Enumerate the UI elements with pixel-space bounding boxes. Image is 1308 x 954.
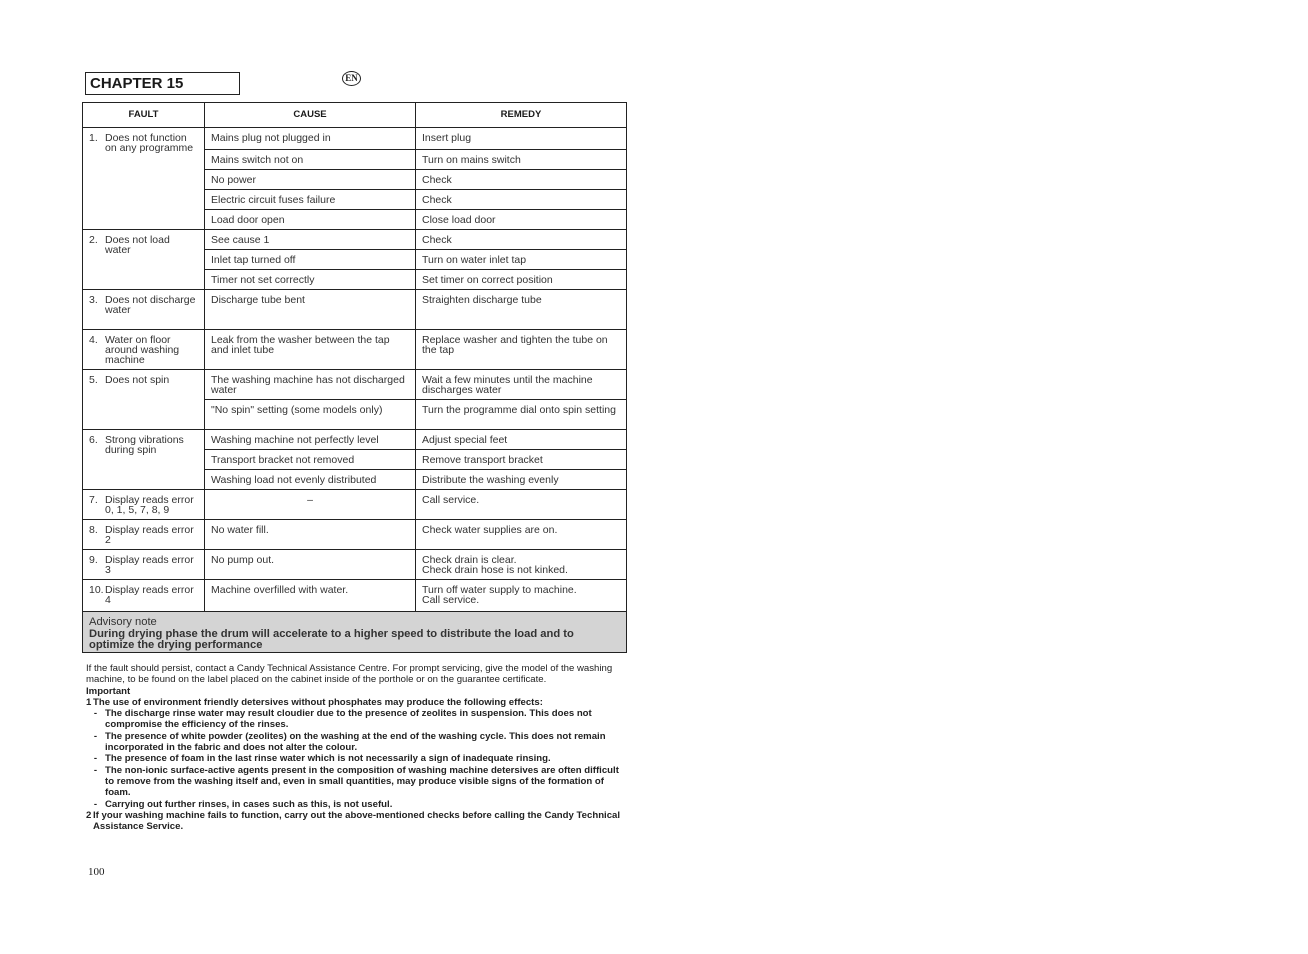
fault-text: Display reads error 3: [105, 554, 194, 576]
advisory-title: Advisory note: [89, 616, 157, 628]
remedy-cell: Close load door: [416, 210, 627, 230]
remedy-cell: Replace washer and tighten the tube on the tap: [416, 330, 627, 370]
remedy-cell: Turn the programme dial onto spin setting: [416, 400, 627, 430]
list-item-text: The presence of foam in the last rinse water which is not necessarily a sign of inadequate rinsing.: [105, 753, 551, 765]
remedy-cell: Check: [416, 170, 627, 190]
fault-number: 3.: [89, 294, 98, 306]
advisory-row: [83, 612, 627, 653]
cause-cell: Timer not set correctly: [205, 270, 416, 290]
fault-cell: [83, 290, 205, 330]
cause-cell: Inlet tap turned off: [205, 250, 416, 270]
cause-cell: "No spin" setting (some models only): [205, 400, 416, 430]
cause-cell: –: [205, 490, 416, 520]
remedy-cell: Check drain is clear. Check drain hose is not kinked.: [416, 550, 627, 580]
cause-cell: Mains plug not plugged in: [205, 128, 416, 150]
fault-cell: [83, 520, 205, 550]
remedy-cell: Wait a few minutes until the machine discharges water: [416, 370, 627, 400]
fault-cell: [83, 580, 205, 612]
remedy-cell: Distribute the washing evenly: [416, 470, 627, 490]
column-header-cause: CAUSE: [205, 103, 416, 128]
list-item: [86, 731, 626, 754]
fault-entry: [89, 375, 198, 385]
remedy-cell: Turn on water inlet tap: [416, 250, 627, 270]
cause-cell: Leak from the washer between the tap and inlet tube: [205, 330, 416, 370]
cause-cell: Washing load not evenly distributed: [205, 470, 416, 490]
remedy-cell: Check: [416, 190, 627, 210]
remedy-cell: Remove transport bracket: [416, 450, 627, 470]
fault-text: Does not discharge water: [105, 294, 196, 316]
fault-entry: [89, 585, 198, 605]
cause-cell: Transport bracket not removed: [205, 450, 416, 470]
table-row: [83, 550, 627, 580]
fault-entry: [89, 335, 198, 365]
fault-cell: [83, 230, 205, 290]
fault-entry: [89, 435, 198, 455]
dash-bullet-icon: -: [93, 764, 98, 776]
fault-text: Strong vibrations during spin: [105, 434, 184, 456]
remedy-cell: Call service.: [416, 490, 627, 520]
fault-entry: [89, 295, 198, 315]
fault-table: [82, 102, 627, 653]
table-row: [83, 330, 627, 370]
column-header-fault: FAULT: [83, 103, 205, 128]
fault-cell: [83, 128, 205, 230]
cause-cell: Machine overfilled with water.: [205, 580, 416, 612]
remedy-cell: Turn on mains switch: [416, 150, 627, 170]
column-header-remedy: REMEDY: [416, 103, 627, 128]
notes-item-1-number: 1: [86, 696, 92, 708]
list-item: [86, 799, 626, 810]
fault-entry: [89, 235, 198, 255]
remedy-cell: Set timer on correct position: [416, 270, 627, 290]
fault-number: 8.: [89, 524, 98, 536]
list-item-text: The non-ionic surface-active agents present in the composition of washing machine detersives are often difficult to remove from the washing itself and, even in small quantities, may produce visible signs of the formation of foam.: [105, 764, 619, 799]
remedy-cell: Straighten discharge tube: [416, 290, 627, 330]
cause-cell: No water fill.: [205, 520, 416, 550]
notes-item-1: [86, 697, 626, 708]
fault-text: Water on floor around washing machine: [105, 334, 180, 366]
table-header-row: [83, 103, 627, 128]
fault-cell: [83, 490, 205, 520]
fault-cell: [83, 550, 205, 580]
fault-entry: [89, 555, 198, 575]
notes-item-2-number: 2: [86, 809, 92, 821]
fault-number: 6.: [89, 434, 98, 446]
fault-text: Does not function on any programme: [105, 132, 194, 154]
dash-bullet-icon: -: [93, 753, 98, 765]
important-label: Important: [86, 685, 131, 697]
fault-text: Does not spin: [105, 374, 170, 386]
fault-number: 9.: [89, 554, 98, 566]
notes-intro: If the fault should persist, contact a Candy Technical Assistance Centre. For prompt servicing, give the model of the washing machine, to be found on the label placed on the cabinet inside of the porthole or on the guarantee certificate.: [86, 663, 613, 686]
cause-cell: No power: [205, 170, 416, 190]
fault-number: 4.: [89, 334, 98, 346]
list-item: [86, 708, 626, 731]
language-badge: EN: [342, 71, 361, 86]
advisory-text: During drying phase the drum will accelerate to a higher speed to distribute the load and to optimize the drying performance: [89, 627, 574, 651]
cause-cell: The washing machine has not discharged water: [205, 370, 416, 400]
remedy-cell: Check water supplies are on.: [416, 520, 627, 550]
notes-item-2: [86, 810, 626, 833]
list-item-text: Carrying out further rinses, in cases such as this, is not useful.: [105, 798, 393, 810]
remedy-cell: Turn off water supply to machine. Call service.: [416, 580, 627, 612]
dash-bullet-icon: -: [93, 730, 98, 742]
fault-cell: [83, 330, 205, 370]
list-item: [86, 765, 626, 799]
table-row: [83, 370, 627, 400]
chapter-title: CHAPTER 15: [85, 72, 240, 95]
cause-cell: Mains switch not on: [205, 150, 416, 170]
cause-cell: Washing machine not perfectly level: [205, 430, 416, 450]
fault-number: 10.: [89, 584, 104, 596]
notes-item-2-text: If your washing machine fails to function, carry out the above-mentioned checks before calling the Candy Technical Assistance Service.: [93, 809, 621, 833]
fault-text: Display reads error 2: [105, 524, 194, 546]
table-row: [83, 128, 627, 150]
fault-entry: [89, 495, 198, 515]
table-row: [83, 430, 627, 450]
notes-item-1-text: The use of environment friendly detersives without phosphates may produce the following effects:: [93, 696, 543, 708]
fault-number: 7.: [89, 494, 98, 506]
fault-number: 1.: [89, 132, 98, 144]
list-item-text: The presence of white powder (zeolites) on the washing at the end of the washing cycle. This does not remain incorporated in the fabric and does not alter the colour.: [105, 730, 606, 754]
cause-cell: See cause 1: [205, 230, 416, 250]
cause-cell: No pump out.: [205, 550, 416, 580]
list-item: [86, 753, 626, 764]
table-row: [83, 490, 627, 520]
advisory-note: [83, 612, 627, 653]
table-row: [83, 520, 627, 550]
remedy-cell: Insert plug: [416, 128, 627, 150]
fault-text: Does not load water: [105, 234, 170, 256]
fault-text: Display reads error 4: [105, 584, 194, 606]
page-number: 100: [88, 866, 105, 878]
remedy-cell: Adjust special feet: [416, 430, 627, 450]
table-row: [83, 230, 627, 250]
fault-cell: [83, 430, 205, 490]
detersive-effects-list: [86, 708, 626, 810]
cause-cell: Load door open: [205, 210, 416, 230]
fault-text: Display reads error 0, 1, 5, 7, 8, 9: [105, 494, 194, 516]
list-item-text: The discharge rinse water may result cloudier due to the presence of zeolites in suspension. This does not compromise the efficiency of the rinses.: [105, 708, 592, 731]
fault-number: 5.: [89, 374, 98, 386]
cause-cell: Electric circuit fuses failure: [205, 190, 416, 210]
cause-cell: Discharge tube bent: [205, 290, 416, 330]
fault-entry: [89, 525, 198, 545]
troubleshooting-notes: [86, 663, 626, 832]
table-row: [83, 290, 627, 330]
fault-cell: [83, 370, 205, 430]
fault-number: 2.: [89, 234, 98, 246]
dash-bullet-icon: -: [93, 708, 98, 720]
fault-table-body: [83, 128, 627, 612]
fault-entry: [89, 133, 198, 153]
dash-bullet-icon: -: [93, 798, 98, 810]
table-row: [83, 580, 627, 612]
remedy-cell: Check: [416, 230, 627, 250]
